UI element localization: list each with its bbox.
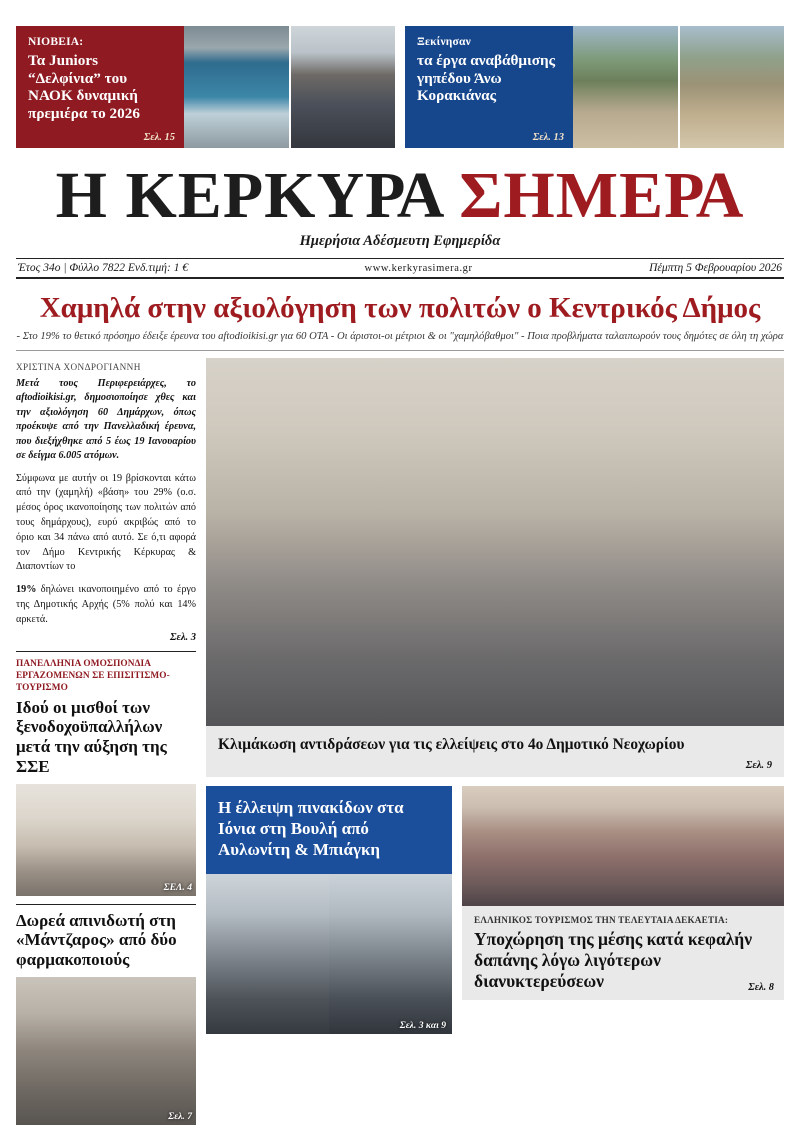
highlight-percent: 19% <box>16 584 37 596</box>
main-photo-box <box>206 358 784 726</box>
politician-2-photo <box>329 874 452 1034</box>
team-photo <box>291 26 396 148</box>
politics-photos <box>206 874 452 1034</box>
field-photo <box>573 26 678 148</box>
masthead-subtitle: Ημερήσια Αδέσμευτη Εφημερίδα <box>299 233 501 250</box>
teaser-images <box>184 26 395 148</box>
hotel-photo <box>16 784 196 896</box>
politics-page-ref: Σελ. 3 και 9 <box>399 1020 446 1032</box>
masthead-title-primary: Η ΚΕΡΚΥΡΑ <box>55 159 442 232</box>
politician-1-photo <box>206 874 329 1034</box>
politics-headline: Η έλλειψη πινακίδων στα Ιόνια στη Βουλή από Αυλωνίτη & Μπιάγκη <box>206 786 452 874</box>
tourism-page-ref: Σελ. 8 <box>748 982 774 994</box>
main-photo-caption: Κλιμάκωση αντιδράσεων για τις ελλείψεις στο 4ο Δημοτικό Νεοχωρίου <box>218 735 685 753</box>
tourism-kicker: ΕΛΛΗΝΙΚΟΣ ΤΟΥΡΙΣΜΟΣ ΤΗΝ ΤΕΛΕΥΤΑΙΑ ΔΕΚΑΕΤΙΑ: <box>474 915 729 926</box>
section-divider-2 <box>16 904 196 905</box>
masthead-divider-bottom <box>16 277 784 279</box>
story-page-ref: Σελ. 7 <box>168 1110 192 1122</box>
tourism-text-box <box>462 906 784 1000</box>
teaser-images <box>573 26 784 148</box>
teaser-stadium-works[interactable] <box>405 26 784 148</box>
teaser-sports-junior[interactable] <box>16 26 395 148</box>
pool-photo <box>184 26 289 148</box>
masthead-meta <box>16 259 784 277</box>
masthead <box>16 159 784 279</box>
market-photo <box>462 786 784 906</box>
teaser-page-ref: Σελ. 13 <box>532 131 564 143</box>
issue-info: Έτος 34ο | Φύλλο 7822 Ενδ.τιμή: 1 € <box>18 262 189 275</box>
lead-divider <box>16 350 784 351</box>
website-url[interactable]: www.kerkyrasimera.gr <box>364 262 473 274</box>
main-content-grid <box>16 358 784 1125</box>
right-column <box>206 358 784 1125</box>
tourism-headline: Υποχώρηση της μέσης κατά κεφαλήν δαπάνης λόγω λιγότερων διανυκτερεύσεων <box>474 929 753 992</box>
body-paragraph-2-text: δηλώνει ικανοποιημένο από το έργο της Δημοτικής Αρχής (5% πολύ και 14% αρκετά. <box>16 584 197 625</box>
politics-photo-wrap <box>206 874 452 1034</box>
teaser-kicker: ΝΙΟΒΕΙΑ: <box>28 36 84 48</box>
teaser-headline: Τα Juniors “Δελφίνια” του ΝΑΟΚ δυναμική πρεμιέρα το 2026 <box>28 51 140 123</box>
main-photo-caption-bar[interactable] <box>206 726 784 777</box>
story-headline: Δωρεά απινιδωτή στη «Μάντζαρος» από δύο φαρμακοποιούς <box>16 910 177 970</box>
left-column <box>16 358 196 1125</box>
lead-page-ref: Σελ. 3 <box>170 631 196 643</box>
meeting-photo <box>206 358 784 726</box>
teaser-text-block <box>405 26 573 148</box>
story-tourism[interactable] <box>462 786 784 1034</box>
hotel-photo-box <box>16 784 196 896</box>
lead-headline: Χαμηλά στην αξιολόγηση των πολιτών ο Κεντρικός Δήμος <box>39 292 761 325</box>
page-title <box>16 159 784 232</box>
story-page-ref: ΣΕΛ. 4 <box>163 881 192 893</box>
publication-date: Πέμπτη 5 Φεβρουαρίου 2026 <box>649 262 782 275</box>
story-defibrillator-donation[interactable] <box>16 911 196 1125</box>
section-divider <box>16 651 196 652</box>
article-byline: ΧΡΙΣΤΙΝΑ ΧΟΝΔΡΟΓΙΑΝΝΗ <box>16 361 141 372</box>
body-paragraph-2 <box>16 583 196 627</box>
teaser-strip <box>16 0 784 148</box>
body-paragraph-1: Σύμφωνα με αυτήν οι 19 βρίσκονται κάτω από την (χαμηλή) «βάση» του 29% (ο.σ. μέσος όρος ικανοποίησης των πολιτών από τους δημάρχους), ευρύ ακριβώς από το όριο και 34 πάνω από αυτό. Σε ό,τι αφορά τον Δήμο Κεντρικής Κέρκυρας & Διαποντίων το <box>16 472 196 573</box>
donation-photo-box <box>16 977 196 1125</box>
story-kicker: ΠΑΝΕΛΛΗΝΙΑ ΟΜΟΣΠΟΝΔΙΑ ΕΡΓΑΖΟΜΕΝΩΝ ΣΕ ΕΠΙΣΙΤΙΣΜΟ-ΤΟΥΡΙΣΜΟ <box>16 658 170 693</box>
teaser-text-block <box>16 26 184 148</box>
lead-paragraph: Μετά τους Περιφερειάρχες, το aftodioikisi.gr, δημοσιοποίησε χθες και την αξιολόγηση 60 Δημάρχων, όπως προέκυψε από την Πανελλαδική έρευνα, που διεξήχθηκε από 5 έως 19 Ιανουαρίου σε δείγμα 6.005 ατόμων. <box>16 377 196 462</box>
lead-subheadline: - Στο 19% το θετικό πρόσημο έδειξε έρευνα του aftodioikisi.gr για 60 ΟΤΑ - Οι άριστοι-οι μέτριοι & οι "χαμηλόβαθμοι" - Ποια προβλήματα ταλαιπωρούν τους δημότες σε όλη τη χώρα <box>16 330 784 342</box>
main-photo-page-ref: Σελ. 9 <box>745 760 772 772</box>
works-photo <box>680 26 785 148</box>
donation-photo <box>16 977 196 1125</box>
masthead-title-accent: ΣΗΜΕΡΑ <box>459 159 745 232</box>
story-road-signs[interactable] <box>206 786 452 1034</box>
story-headline: Ιδού οι μισθοί των ξενοδοχοϋπαλλήλων μετά την αύξηση της ΣΣΕ <box>16 697 167 776</box>
bottom-grid <box>206 786 784 1034</box>
story-hotel-salaries[interactable] <box>16 658 196 896</box>
teaser-kicker: Ξεκίνησαν <box>417 36 471 48</box>
teaser-page-ref: Σελ. 15 <box>143 131 175 143</box>
teaser-headline: τα έργα αναβάθμισης γηπέδου Άνω Κορακιάνας <box>417 51 556 105</box>
